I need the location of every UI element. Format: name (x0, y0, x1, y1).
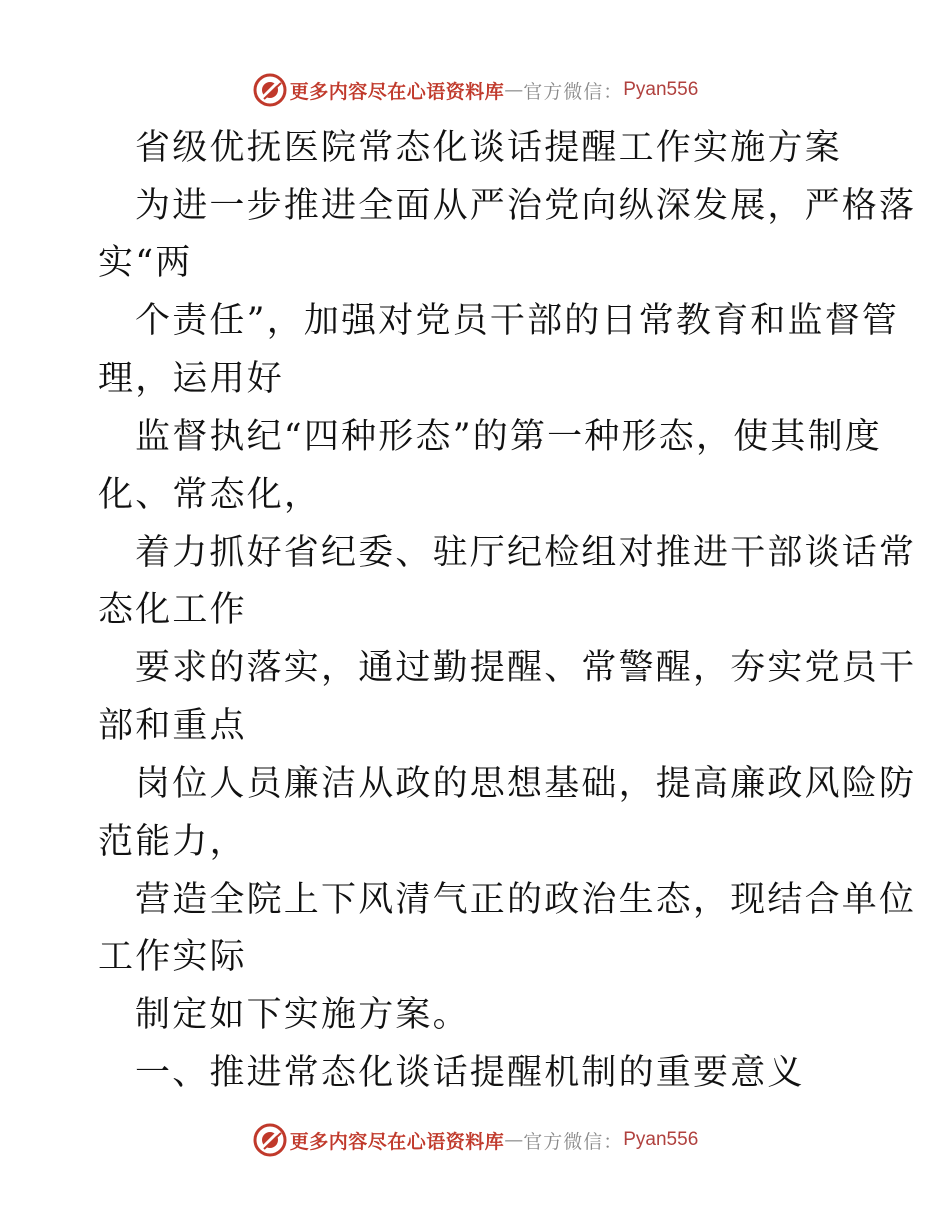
body-line: 制定如下实施方案。 (135, 995, 470, 1035)
watermark-account: Pyan556 (623, 79, 699, 100)
watermark-sub-text: 官方微信： (523, 1130, 624, 1153)
body-line: 范能力， (98, 822, 247, 862)
watermark-account: Pyan556 (623, 1129, 699, 1150)
body-line: 监督执纪“四种形态”的第一种形态，使其制度 (135, 417, 882, 457)
body-line: 着力抓好省纪委、驻厅纪检组对推进干部谈话常 (135, 533, 917, 573)
watermark-sub-text: 官方微信： (523, 80, 624, 103)
body-line: 营造全院上下风清气正的政治生态，现结合单位 (135, 880, 917, 920)
body-line: 为进一步推进全面从严治党向纵深发展，严格落 (135, 186, 917, 226)
seal-logo-icon (252, 1122, 288, 1158)
watermark-dash: — (504, 79, 524, 101)
body-line: 岗位人员廉洁从政的思想基础，提高廉政风险防 (135, 764, 917, 804)
watermark-header (0, 70, 950, 110)
body-line: 个责任”，加强对党员干部的日常教育和监督管 (135, 301, 900, 341)
body-line: 化、常态化， (98, 475, 322, 515)
watermark-main-text: 更多内容尽在心语资料库 (289, 1130, 505, 1153)
document-title: 省级优抚医院常态化谈话提醒工作实施方案 (135, 128, 842, 168)
section-heading: 一、推进常态化谈话提醒机制的重要意义 (135, 1053, 805, 1093)
body-line: 部和重点 (98, 706, 247, 746)
seal-logo-icon (252, 72, 288, 108)
body-line: 工作实际 (98, 937, 247, 977)
body-line: 理，运用好 (98, 359, 285, 399)
body-line: 态化工作 (98, 590, 247, 630)
watermark-footer (0, 1120, 950, 1160)
body-line: 实“两 (98, 243, 193, 283)
watermark-dash: — (504, 1129, 524, 1151)
watermark-main-text: 更多内容尽在心语资料库 (289, 80, 505, 103)
body-line: 要求的落实，通过勤提醒、常警醒，夯实党员干 (135, 648, 917, 688)
